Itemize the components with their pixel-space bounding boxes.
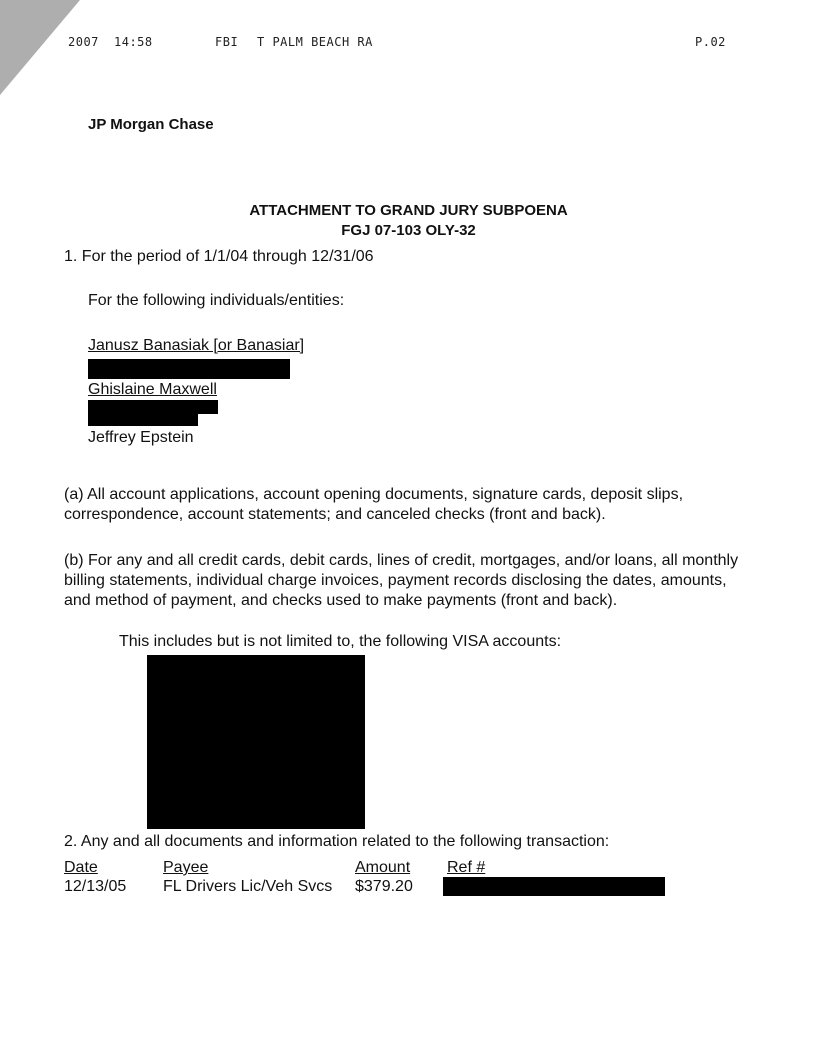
- document-title: ATTACHMENT TO GRAND JURY SUBPOENA: [249, 202, 568, 219]
- redaction: [88, 400, 218, 414]
- row-amount: $379.20: [355, 878, 413, 895]
- name-1: Janusz Banasiak [or Banasiar]: [88, 337, 305, 354]
- redaction: [88, 414, 198, 426]
- header-amount: Amount: [355, 859, 411, 876]
- header-payee: Payee: [163, 859, 209, 876]
- document-subtitle: FGJ 07-103 OLY-32: [341, 222, 476, 239]
- fax-time: 14:58: [114, 35, 153, 49]
- fax-page: P.02: [695, 35, 726, 49]
- name-3: Jeffrey Epstein: [88, 429, 194, 446]
- row-date: 12/13/05: [64, 878, 127, 895]
- redaction: [147, 655, 365, 829]
- redaction: [443, 877, 665, 896]
- redaction: [88, 359, 290, 379]
- fax-sender: FBI: [215, 35, 239, 49]
- paragraph-b: (b) For any and all credit cards, debit cards, lines of credit, mortgages, and/or loans, all monthly billing statements, individual charge invoices, payment records disclosing the dates, amounts, and method of payment, and checks used to make payments (front and back).: [64, 552, 739, 609]
- row-payee: FL Drivers Lic/Veh Svcs: [163, 878, 333, 895]
- item1-period: 1. For the period of 1/1/04 through 12/31/06: [64, 248, 374, 265]
- header-date: Date: [64, 859, 98, 876]
- item2-text: 2. Any and all documents and information related to the following transaction:: [64, 833, 610, 850]
- item1-intro: For the following individuals/entities:: [88, 292, 345, 309]
- paragraph-a: (a) All account applications, account opening documents, signature cards, deposit slips, correspondence, account statements; and canceled checks (front and back).: [64, 486, 684, 523]
- visa-intro: This includes but is not limited to, the following VISA accounts:: [119, 633, 562, 650]
- header-ref: Ref #: [447, 859, 486, 876]
- fax-location: T PALM BEACH RA: [257, 35, 373, 49]
- fax-date: 2007: [68, 35, 99, 49]
- name-2: Ghislaine Maxwell: [88, 381, 217, 398]
- addressee: JP Morgan Chase: [88, 116, 214, 133]
